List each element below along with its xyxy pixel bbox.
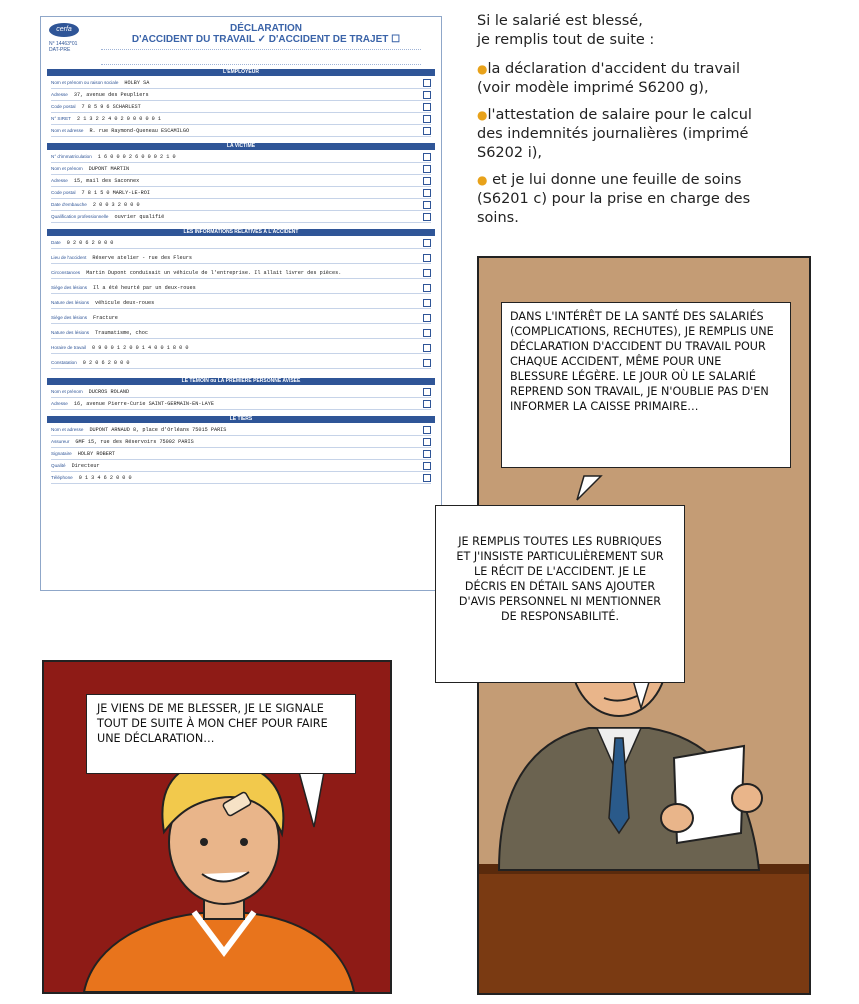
form-field-value: Il a été heurté par un deux-roues	[93, 285, 196, 291]
form-field-label: N° SIRET	[51, 116, 71, 121]
bullet-dot-icon: ●	[477, 173, 488, 187]
form-row	[51, 474, 431, 484]
form-field-value: ouvrier qualifié	[114, 214, 165, 220]
form-field-label: Qualification professionnelle	[51, 214, 109, 219]
form-field-label: Nom et adresse	[51, 427, 84, 432]
checkbox-icon	[423, 314, 431, 322]
checkbox-icon	[423, 103, 431, 111]
form-instructions	[101, 49, 421, 65]
form-field-value: 15, mail des Saconnex	[73, 178, 140, 184]
form-row	[51, 103, 431, 113]
form-row	[51, 165, 431, 175]
bullet-1: ●la déclaration d'accident du travail (voir modèle imprimé S6200 g),	[477, 61, 740, 96]
form-field-label: N° d'immatriculation	[51, 154, 92, 159]
form-section-header: LES INFORMATIONS RELATIVES À L'ACCIDENT	[47, 229, 435, 236]
form-field-value: véhicule deux-roues	[95, 300, 155, 306]
bullet-2: ●l'attestation de salaire pour le calcul des indemnités journalières (imprimé S6202 i),	[477, 107, 752, 161]
intro-line-1: Si le salarié est blessé,	[477, 13, 643, 29]
form-reference: N° 14463*01 DAT-PRE	[49, 41, 78, 53]
form-field-value: HOLBY SA	[124, 80, 150, 86]
form-field-label: Qualité	[51, 463, 66, 468]
checkbox-icon	[423, 201, 431, 209]
form-row	[51, 153, 431, 163]
checkbox-icon	[423, 177, 431, 185]
form-field-value: GMF 15, rue des Réservoirs 75002 PARIS	[75, 439, 194, 445]
checkbox-icon	[423, 299, 431, 307]
form-field-label: Code postal	[51, 104, 76, 109]
form-field-label: Signataire	[51, 451, 72, 456]
form-field-label: Date	[51, 240, 61, 245]
form-subtitle: D'ACCIDENT DU TRAVAIL ✓ D'ACCIDENT DE TRAJET ☐	[131, 34, 401, 45]
form-row	[51, 450, 431, 460]
form-field-label: Constatation	[51, 360, 77, 365]
form-field-value: 0 2 0 6 2 0 0 0	[66, 240, 114, 246]
comic-panel-employee	[42, 660, 392, 994]
form-row	[51, 91, 431, 101]
form-row	[51, 189, 431, 199]
form-field-label: Siège des lésions	[51, 315, 88, 320]
form-field-value: 0 2 0 6 2 0 0 0	[82, 360, 130, 366]
form-row	[51, 314, 431, 324]
form-field-value: Traumatisme, choc	[95, 330, 148, 336]
checkbox-icon	[423, 474, 431, 482]
form-field-label: Assureur	[51, 439, 70, 444]
form-field-label: Code postal	[51, 190, 76, 195]
checkbox-icon	[423, 344, 431, 352]
form-field-label: Adresse	[51, 178, 68, 183]
form-section-header: LE TÉMOIN ou LA PREMIÈRE PERSONNE AVISÉE	[47, 378, 435, 385]
form-row	[51, 388, 431, 398]
form-row	[51, 115, 431, 125]
checkbox-icon	[423, 165, 431, 173]
form-row	[51, 254, 431, 264]
form-field-value: Martin Dupont conduisait un véhicule de l'entreprise. Il allait livrer des pièces.	[86, 270, 342, 276]
speech-bubble-manager-top: DANS L'INTÉRÊT DE LA SANTÉ DES SALARIÉS (COMPLICATIONS, RECHUTES), JE REMPLIS UNE DÉCLARATION D'ACCIDENT DU TRAVAIL POUR CHAQUE ACCIDENT, MÊME POUR UNE BLESSURE LÉGÈRE. LE JOUR OÙ LE SALARIÉ REPREND SON TRAVAIL, JE N'OUBLIE PAS D'EN INFORMER LA CAISSE PRIMAIRE…	[501, 302, 791, 468]
form-field-value: HOLBY ROBERT	[77, 451, 116, 457]
form-field-value: 0 1 3 4 6 2 0 0 0	[78, 475, 132, 481]
form-row	[51, 400, 431, 410]
accident-declaration-form	[40, 16, 442, 591]
form-section-header: LA VICTIME	[47, 143, 435, 150]
form-field-value: 1 6 0 0 0 2 6 0 0 0 2 1 0	[97, 154, 176, 160]
form-row	[51, 177, 431, 187]
form-field-label: Siège des lésions	[51, 285, 88, 290]
form-row	[51, 462, 431, 472]
checkbox-icon	[423, 189, 431, 197]
form-row	[51, 201, 431, 211]
form-row	[51, 269, 431, 279]
checkbox-icon	[423, 239, 431, 247]
form-field-value: 37, avenue des Peupliers	[73, 92, 149, 98]
form-field-value: DUCROS ROLAND	[88, 389, 130, 395]
form-field-label: Date d'embauche	[51, 202, 87, 207]
form-field-label: Nom et prénom	[51, 166, 83, 171]
form-field-label: Nom et adresse	[51, 128, 84, 133]
form-field-label: Circonstances	[51, 270, 81, 275]
checkbox-icon	[423, 359, 431, 367]
checkbox-icon	[423, 329, 431, 337]
checkbox-icon	[423, 400, 431, 408]
form-section-header: L'EMPLOYEUR	[47, 69, 435, 76]
form-field-label: Téléphone	[51, 475, 73, 480]
checkbox-icon	[423, 153, 431, 161]
form-field-label: Adresse	[51, 401, 68, 406]
checkbox-icon	[423, 91, 431, 99]
cerfa-logo: cerfa	[49, 23, 79, 37]
checkbox-icon	[423, 426, 431, 434]
form-field-value: 2 1 3 2 2 4 0 2 0 0 0 0 0 1	[76, 116, 162, 122]
form-row	[51, 127, 431, 137]
form-field-label: Nom et prénom ou raison sociale	[51, 80, 119, 85]
form-field-value: 7 8 1 5 0 MARLY-LE-ROI	[81, 190, 151, 196]
speech-bubble-employee: JE VIENS DE ME BLESSER, JE LE SIGNALE TOUT DE SUITE À MON CHEF POUR FAIRE UNE DÉCLARATION…	[86, 694, 356, 774]
checkbox-icon	[423, 388, 431, 396]
checkbox-icon	[423, 127, 431, 135]
form-row	[51, 359, 431, 369]
checkbox-icon	[423, 213, 431, 221]
form-field-label: Nature des lésions	[51, 300, 90, 305]
form-section-header: LE TIERS	[47, 416, 435, 423]
form-row	[51, 213, 431, 223]
checkbox-icon	[423, 462, 431, 470]
form-field-label: Nom et prénom	[51, 389, 83, 394]
form-row	[51, 239, 431, 249]
form-field-value: DUPONT ARNAUD 8, place d'Orléans 75015 PARIS	[89, 427, 227, 433]
form-row	[51, 284, 431, 294]
speech-bubble-manager-middle: JE REMPLIS TOUTES LES RUBRIQUES ET J'INSISTE PARTICULIÈREMENT SUR LE RÉCIT DE L'ACCIDENT. JE LE DÉCRIS EN DÉTAIL SANS AJOUTER D'AVIS PERSONNEL NI MENTIONNER DE RESPONSABILITÉ.	[435, 505, 685, 683]
form-field-label: Adresse	[51, 92, 68, 97]
bullet-dot-icon: ●	[477, 62, 488, 76]
form-row	[51, 426, 431, 436]
form-field-value: R. rue Raymond-Queneau ESCAMILGO	[89, 128, 190, 134]
form-field-value: 16, avenue Pierre-Curie SAINT-GERMAIN-EN-LAYE	[73, 401, 214, 407]
checkbox-icon	[423, 269, 431, 277]
checkbox-icon	[423, 438, 431, 446]
form-field-value: 2 0 0 3 2 0 0 0	[92, 202, 140, 208]
checkbox-icon	[423, 450, 431, 458]
form-field-value: Réserve atelier - rue des Fleurs	[92, 255, 192, 261]
form-field-value: 7 8 5 9 6 SCHARLEST	[81, 104, 141, 110]
checkbox-icon	[423, 284, 431, 292]
form-row	[51, 344, 431, 354]
checkbox-icon	[423, 254, 431, 262]
form-field-value: Directeur	[71, 463, 100, 469]
checkbox-icon	[423, 79, 431, 87]
intro-text	[477, 12, 837, 236]
form-row	[51, 438, 431, 448]
form-field-value: Fracture	[93, 315, 118, 321]
form-title: DÉCLARATION	[229, 23, 303, 34]
form-field-label: Lieu de l'accident	[51, 255, 87, 260]
form-field-label: Nature des lésions	[51, 330, 90, 335]
form-field-label: Horaire de travail	[51, 345, 86, 350]
form-field-value: 0 9 0 0 1 2 0 0 1 4 0 0 1 8 0 0	[91, 345, 189, 351]
bullet-3: ● et je lui donne une feuille de soins (S6201 c) pour la prise en charge des soins.	[477, 172, 751, 226]
form-row	[51, 79, 431, 89]
form-row	[51, 299, 431, 309]
form-field-value: DUPONT MARTIN	[88, 166, 130, 172]
checkbox-icon	[423, 115, 431, 123]
intro-line-2: je remplis tout de suite :	[477, 32, 655, 48]
form-row	[51, 329, 431, 339]
bullet-dot-icon: ●	[477, 108, 488, 122]
